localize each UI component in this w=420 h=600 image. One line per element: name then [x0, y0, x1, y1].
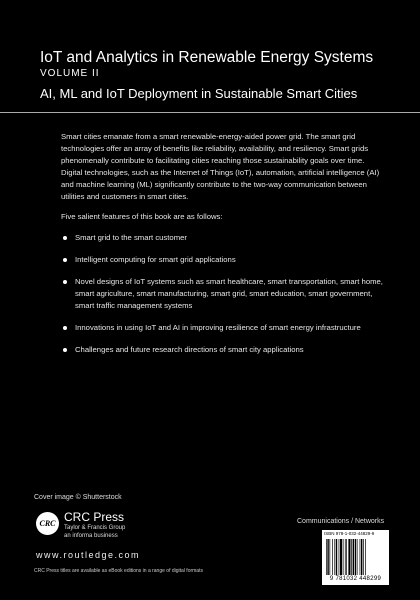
- publisher-tagline: an informa business: [64, 533, 118, 539]
- feature-item: Novel designs of IoT systems such as smart healthcare, smart transportation, smart home, smart agriculture, smart manufacturing, smart grid, smart education, smart government, smart traffic management systems: [61, 276, 391, 312]
- features-list: [61, 232, 391, 366]
- feature-item: Challenges and future research directions of smart city applications: [61, 344, 391, 356]
- volume-label: VOLUME II: [40, 68, 100, 79]
- book-title: IoT and Analytics in Renewable Energy Systems: [40, 49, 374, 66]
- feature-item: Innovations in using IoT and AI in improving resilience of smart energy infrastructure: [61, 322, 391, 334]
- barcode-number: 9 781032 448299: [329, 576, 382, 582]
- website-link[interactable]: www.routledge.com: [36, 550, 141, 560]
- crc-logo-icon: [36, 512, 59, 535]
- isbn-label: ISBN 978-1-032-44829-9: [324, 531, 375, 536]
- category-label: Communications / Networks: [297, 518, 385, 525]
- barcode-box: [322, 530, 389, 585]
- publisher-group: Taylor & Francis Group: [64, 525, 126, 531]
- feature-item: Intelligent computing for smart grid applications: [61, 254, 391, 266]
- barcode-icon: [326, 539, 385, 575]
- feature-item: Smart grid to the smart customer: [61, 232, 391, 244]
- cover-credit: Cover image © Shutterstock: [34, 494, 122, 501]
- publisher-name: CRC Press: [64, 510, 125, 524]
- logo-text: CRC: [39, 519, 56, 528]
- divider: [0, 112, 420, 113]
- book-subtitle: AI, ML and IoT Deployment in Sustainable Smart Cities: [40, 86, 358, 101]
- description-paragraph: Smart cities emanate from a smart renewable-energy-aided power grid. The smart grid technologies offer an array of benefits like reliability, availability, and resiliency. Smart grids phenomenally contribute to facilitating cities reaching those sustainability goals over time. Digital technologies, such as the Internet of Things (IoT), automation, artificial intelligence (AI) and machine learning (ML) significantly contribute to the two-way communication between utilities and customers in smart cities.: [61, 132, 380, 201]
- features-lead: Five salient features of this book are as follows:: [61, 212, 223, 221]
- ebook-footnote: CRC Press titles are available as eBook editions in a range of digital formats: [34, 568, 203, 574]
